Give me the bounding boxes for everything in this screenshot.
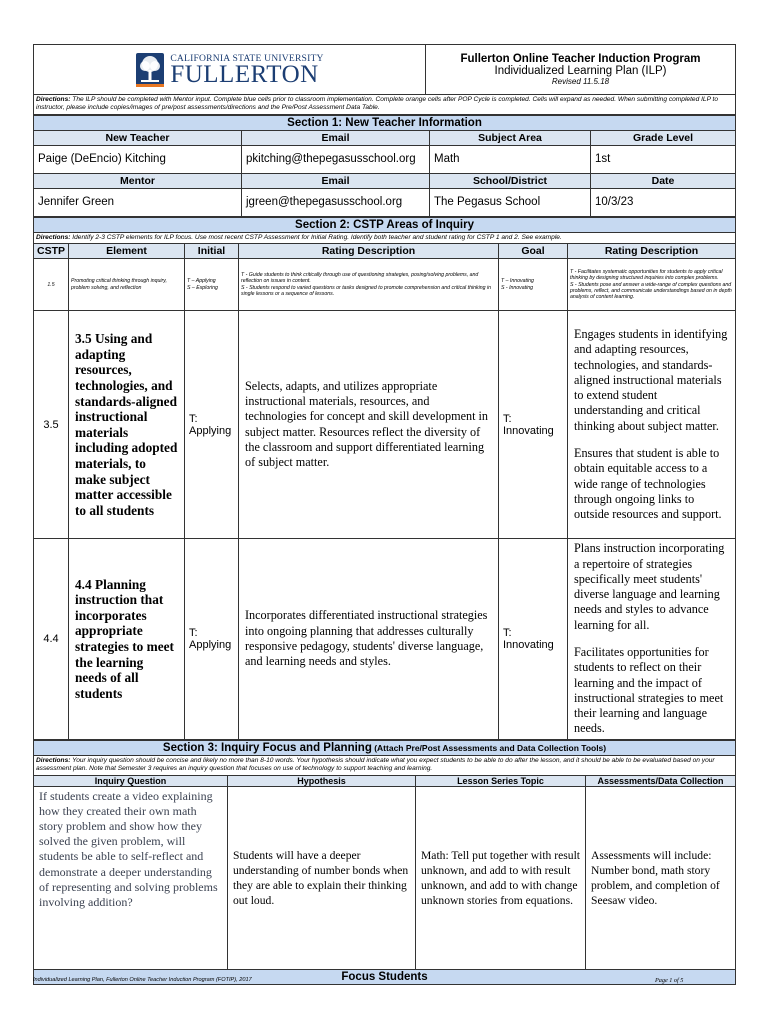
logo-cell bbox=[34, 45, 426, 95]
goal-desc-paragraph: Facilitates opportunities for students to reflect on their learning and the impact of instructional strategies to meet their learning and language needs. bbox=[574, 645, 724, 736]
hypothesis-value[interactable]: Students will have a deeper understanding of number bonds when they are able to explain their thinking out loud. bbox=[228, 786, 416, 969]
header-grade-level: Grade Level bbox=[591, 130, 736, 145]
cstp-initial[interactable]: T: Applying bbox=[185, 539, 239, 740]
header-cstp: CSTP bbox=[34, 244, 69, 259]
section2-table bbox=[33, 217, 736, 740]
program-title: Fullerton Online Teacher Induction Program bbox=[460, 53, 701, 65]
header-rating-description: Rating Description bbox=[239, 244, 499, 259]
section1-table bbox=[33, 115, 736, 217]
cstp-initial[interactable]: T: Applying bbox=[185, 311, 239, 539]
ilp-document bbox=[33, 44, 735, 985]
new-teacher-value[interactable]: Paige (DeEncio) Kitching bbox=[34, 145, 242, 173]
cstp-number[interactable]: 3.5 bbox=[34, 311, 69, 539]
cstp-number[interactable]: 4.4 bbox=[34, 539, 69, 740]
cstp-row bbox=[34, 311, 736, 539]
assessments-value[interactable]: Assessments will include: Number bond, math story problem, and completion of Seesaw video. bbox=[586, 786, 736, 969]
inquiry-question-value[interactable]: If students create a video explaining how they created their own math story problem and show how they solved the given problem, will students be able to self-reflect and demonstrate a deeper understanding of representing and solving problems involving addition? bbox=[34, 786, 228, 969]
header-initial: Initial bbox=[185, 244, 239, 259]
section3-table bbox=[33, 740, 736, 985]
cstp-rating-desc[interactable]: Selects, adapts, and utilizes appropriate instructional materials, resources, and technologies for concept and skill development in subject matter. Resources reflect the diversity of the classroom and support differentiated learning of subject matter. bbox=[239, 311, 499, 539]
example-initial: T – Applying S – Exploring bbox=[185, 259, 239, 311]
lesson-topic-value[interactable]: Math: Tell put together with result unknown, and add to with result unknown, and add to with change unknown stories from equations. bbox=[416, 786, 586, 969]
section2-directions: Directions: Identify 2-3 CSTP elements for ILP focus. Use most recent CSTP Assessment for Initial Rating. Identify both teacher and student rating for CSTP 1 and 2. See example. bbox=[34, 232, 736, 243]
top-directions: Directions: The ILP should be completed with Mentor input. Complete blue cells prior to classroom implementation. Complete orange cells after POP Cycle is completed. Cells will expand as needed. When submitting completed ILP to instructor, please include copies/images of pre/post assessments/directions and the Pre/Post Assessment Data Table. bbox=[34, 95, 736, 115]
date-value[interactable]: 10/3/23 bbox=[591, 188, 736, 216]
mentor-email-value[interactable]: jgreen@thepegasusschool.org bbox=[242, 188, 430, 216]
example-goal-desc: T - Facilitates systematic opportunities for students to apply critical thinking by designing structured inquiries into complex problems. S - Students pose and answer a wide-range of complex questions and problems, reflect, and communicate understandings based on in depth analysis of content learning. bbox=[568, 259, 736, 311]
cstp-element[interactable]: 3.5 Using and adapting resources, technologies, and standards-aligned instructional materials including adopted materials, to make subject matter accessible to all students bbox=[69, 311, 185, 539]
example-rating-desc: T - Guide students to think critically through use of questioning strategies, posing/solving problems, and reflection on issues in content. S - Students respond to varied questions or tasks designed to promote comprehension and critical thinking in single lessons or a sequence of lessons. bbox=[239, 259, 499, 311]
goal-desc-paragraph: Engages students in identifying and adapting resources, technologies, and standards-aligned instructional materials to extend student understanding and critical thinking about subject matter. bbox=[574, 326, 728, 433]
example-cstp: 1.5 bbox=[34, 259, 69, 311]
cstp-goal-desc[interactable] bbox=[568, 311, 736, 539]
header-subject-area: Subject Area bbox=[430, 130, 591, 145]
goal-desc-paragraph: Plans instruction incorporating a repertoire of strategies specifically meet students' diverse language and learning needs and styles to advance learning for all. bbox=[574, 541, 725, 632]
example-element: Promoting critical thinking through inquiry, problem solving, and reflection bbox=[69, 259, 185, 311]
header-lesson-series-topic: Lesson Series Topic bbox=[416, 775, 586, 786]
section2-title: Section 2: CSTP Areas of Inquiry bbox=[34, 217, 736, 232]
header-new-teacher: New Teacher bbox=[34, 130, 242, 145]
revised-date: Revised 11.5.18 bbox=[551, 77, 610, 86]
header-date: Date bbox=[591, 173, 736, 188]
page-number: Page 1 of 5 bbox=[655, 977, 684, 984]
header-inquiry-question: Inquiry Question bbox=[34, 775, 228, 786]
logo-university: CALIFORNIA STATE UNIVERSITY bbox=[170, 53, 324, 64]
logo-fullerton: FULLERTON bbox=[170, 61, 319, 88]
header-mentor-email: Email bbox=[242, 173, 430, 188]
header-email: Email bbox=[242, 130, 430, 145]
focus-students-title: Focus Students bbox=[34, 969, 736, 984]
goal-desc-paragraph: Ensures that student is able to obtain equitable access to a wide range of technologies through ongoing links to outside resources and support. bbox=[574, 446, 722, 522]
cstp-rating-desc[interactable]: Incorporates differentiated instructional strategies into ongoing planning that addresses culturally responsive pedagogy, students' diverse language, and learning needs and styles. bbox=[239, 539, 499, 740]
header-assessments: Assessments/Data Collection bbox=[586, 775, 736, 786]
cstp-row bbox=[34, 539, 736, 740]
mentor-value[interactable]: Jennifer Green bbox=[34, 188, 242, 216]
teacher-email-value[interactable]: pkitching@thepegasusschool.org bbox=[242, 145, 430, 173]
header-school-district: School/District bbox=[430, 173, 591, 188]
header-mentor: Mentor bbox=[34, 173, 242, 188]
cstp-goal-desc[interactable] bbox=[568, 539, 736, 740]
plan-title: Individualized Learning Plan (ILP) bbox=[494, 65, 667, 77]
section3-directions: Directions: Your inquiry question should be concise and likely no more than 8-10 words. Your hypothesis should indicate what you expect students to be able to do after the lesson, and it should be able to be evaluated based on your assessment plan. Note that Semester 3 requires an inquiry question that focuses on use of technology to support teaching and learning. bbox=[34, 755, 736, 775]
subject-area-value[interactable]: Math bbox=[430, 145, 591, 173]
section3-title: Section 3: Inquiry Focus and Planning (Attach Pre/Post Assessments and Data Collection Tools) bbox=[34, 740, 736, 755]
school-district-value[interactable]: The Pegasus School bbox=[430, 188, 591, 216]
example-goal: T – Innovating S - Innovating bbox=[499, 259, 568, 311]
footer-left: Individualized Learning Plan, Fullerton Online Teacher Induction Program (FOTIP), 2017 bbox=[33, 977, 252, 983]
header-goal-rating-description: Rating Description bbox=[568, 244, 736, 259]
header-table bbox=[33, 44, 736, 115]
header-hypothesis: Hypothesis bbox=[228, 775, 416, 786]
tree-emblem-icon bbox=[135, 52, 165, 88]
example-row bbox=[34, 259, 736, 311]
csuf-logo bbox=[34, 46, 425, 94]
section1-title: Section 1: New Teacher Information bbox=[34, 115, 736, 130]
grade-level-value[interactable]: 1st bbox=[591, 145, 736, 173]
header-goal: Goal bbox=[499, 244, 568, 259]
header-element: Element bbox=[69, 244, 185, 259]
title-cell bbox=[426, 45, 736, 95]
cstp-goal[interactable]: T: Innovating bbox=[499, 539, 568, 740]
cstp-element[interactable]: 4.4 Planning instruction that incorporates appropriate strategies to meet the learning needs of all students bbox=[69, 539, 185, 740]
cstp-goal[interactable]: T: Innovating bbox=[499, 311, 568, 539]
